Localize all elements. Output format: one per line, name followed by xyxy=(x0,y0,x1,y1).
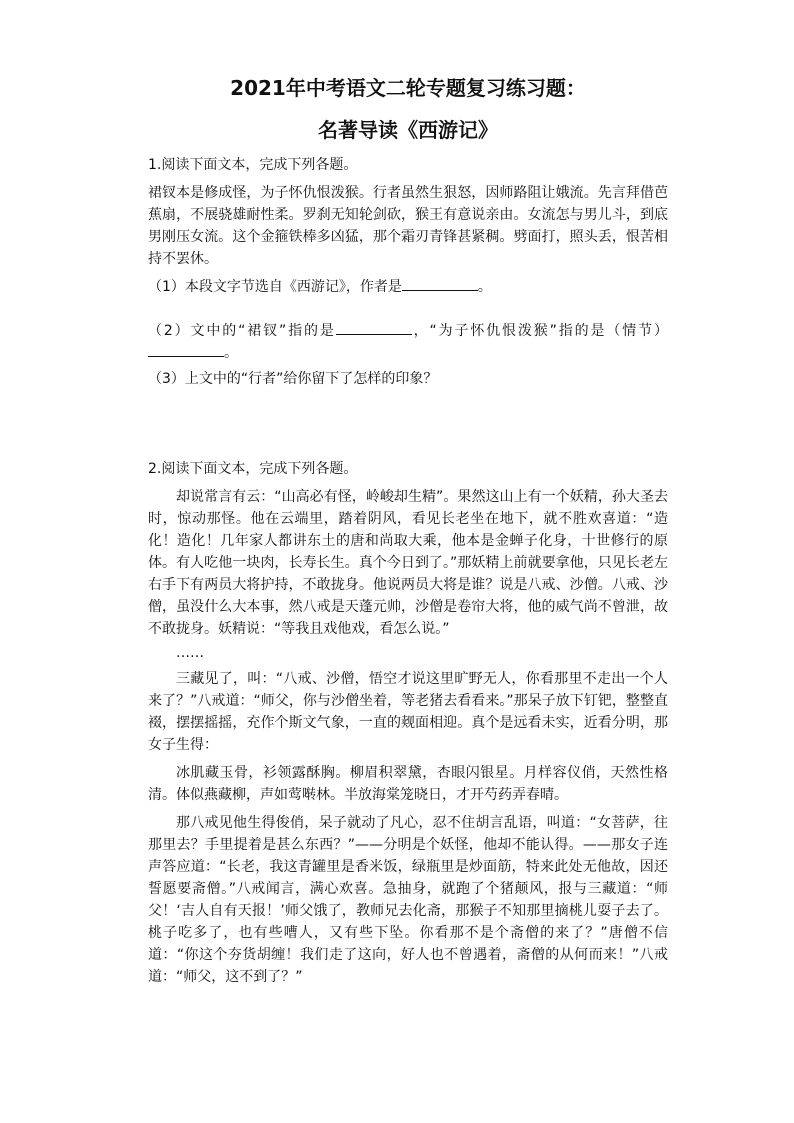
sub-2-prefix: （2）文中的“裙钗”指的是 xyxy=(148,323,336,339)
question-2-paragraph-2: 三藏见了，叫：“八戒、沙僧，悟空才说这里旷野无人，你看那里不走出一个人来了？”八戒道：“师父，你与沙僧坐着，等老猪去看看来。”那呆子放下钉钯，整整直裰，摆摆摇摇，充作个斯文气象，一直的觌面相迎。真个是远看未实，近看分明，那女子生得： xyxy=(148,671,668,753)
sub-2-suffix: 。 xyxy=(224,345,238,361)
answer-blank-plot xyxy=(148,342,224,357)
question-1 xyxy=(148,154,668,456)
answer-blank-author xyxy=(402,276,478,291)
answer-blank-qunchai xyxy=(336,320,412,335)
sub-1-prefix: （1）本段文字节选自《西游记》，作者是 xyxy=(148,279,402,295)
question-1-heading: 1.阅读下面文本，完成下列各题。 xyxy=(148,157,358,173)
question-2 xyxy=(148,458,668,988)
question-2-paragraph-1: 却说常言有云：“山高必有怪，岭峻却生精”。果然这山上有一个妖精，孙大圣去时，惊动那怪。他在云端里，踏着阴风，看见长老坐在地下，就不胜欢喜道：“造化！造化！几年家人都讲东土的唐和尚取大乘，他本是金蝉子化身，十世修行的原体。有人吃他一块肉，长寿长生。真个今日到了。”那妖精上前就要拿他，只见长老左右手下有两员大将护持，不敢拢身。他说两员大将是谁？说是八戒、沙僧。八戒、沙僧，虽没什么大本事，然八戒是天蓬元帅，沙僧是卷帘大将，他的威气尚不曾泄，故不敢拢身。妖精说：“等我且戏他戏，看怎么说。” xyxy=(148,489,668,637)
answer-space xyxy=(148,302,668,320)
question-2-paragraph-3: 冰肌藏玉骨，衫领露酥胸。柳眉积翠黛，杏眼闪银星。月样容仪俏，天然性格清。体似燕藏柳，声如莺啭林。半放海棠笼晓日，才开芍药弄春晴。 xyxy=(148,765,668,803)
question-2-paragraph-4: 那八戒见他生得俊俏，呆子就动了凡心，忍不住胡言乱语，叫道：“女菩萨，往那里去？手里提着是甚么东西？”——分明是个妖怪，他却不能认得。——那女子连声答应道：“长老，我这青罐里是香米饭，绿瓶里是炒面筋，特来此处无他故，因还誓愿要斋僧。”八戒闻言，满心欢喜。急抽身，就跑了个猪颠风，报与三藏道：“师父！‘吉人自有天报！’师父饿了，教师兄去化斋，那猴子不知那里摘桃儿耍子去了。桃子吃多了，也有些嘈人，又有些下坠。你看那不是个斋僧的来了？”唐僧不信道：“你这个夯货胡缠！我们走了这向，好人也不曾遇着，斋僧的从何而来！”八戒道：“师父，这不到了？” xyxy=(148,815,668,985)
question-2-ellipsis: …… xyxy=(176,645,204,661)
answer-space xyxy=(148,394,668,456)
question-1-sub-1 xyxy=(148,276,668,298)
question-1-sub-2 xyxy=(148,320,668,364)
question-1-passage: 裙钗本是修成怪，为子怀仇恨泼猴。行者虽然生狠怒，因师路阻让娥流。先言拜借芭蕉扇，不展骁雄耐性柔。罗刹无知轮剑砍，猴王有意说亲由。女流怎与男儿斗，到底男刚压女流。这个金箍铁棒多凶猛，那个霜刃青锋甚紧稠。劈面打，照头丢，恨苦相持不罢休。 xyxy=(148,185,668,267)
sub-1-suffix: 。 xyxy=(477,279,492,295)
page-subtitle: 名著导读《西游记》 xyxy=(318,118,498,142)
question-1-sub-3: （3）上文中的“行者”给你留下了怎样的印象？ xyxy=(148,371,438,387)
question-2-heading: 2.阅读下面文本，完成下列各题。 xyxy=(148,461,358,477)
page-title: 2021年中考语文二轮专题复习练习题： xyxy=(230,76,586,100)
sub-2-middle: ，“为子怀仇恨泼猴”指的是（情节） xyxy=(411,323,668,339)
document-page xyxy=(148,62,668,988)
